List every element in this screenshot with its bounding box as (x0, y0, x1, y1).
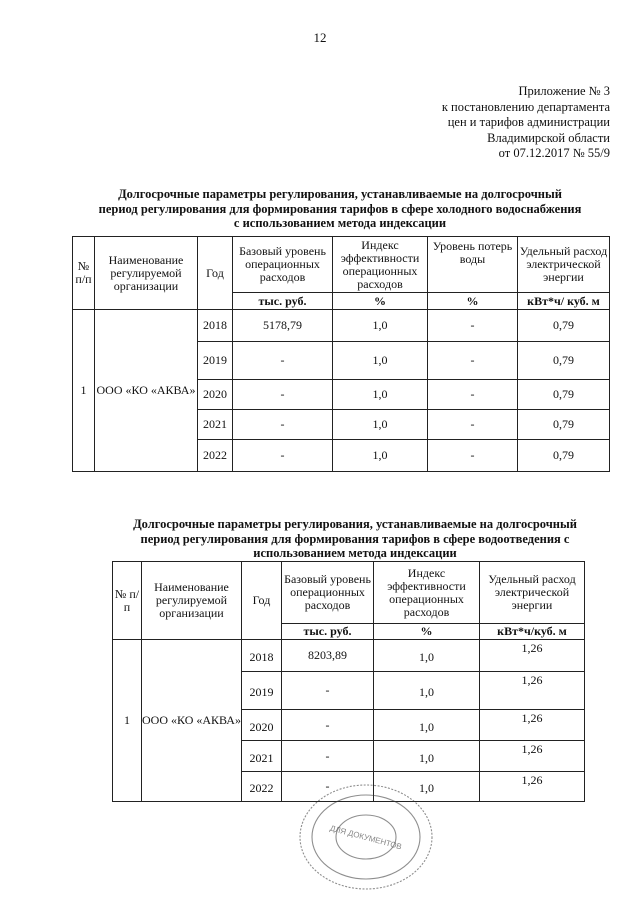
energy-cell: 0,79 (518, 380, 610, 410)
energy-cell: 0,79 (518, 440, 610, 472)
header-num: № п/п (113, 562, 142, 640)
title-line: с использованием метода индексации (233, 216, 447, 230)
unit-base: тыс. руб. (233, 293, 333, 310)
base-cell: - (282, 710, 374, 741)
table-row (73, 310, 610, 342)
header-organization: Наименование регулируемой организации (142, 562, 242, 640)
year-cell: 2019 (242, 672, 282, 710)
energy-cell: 1,26 (480, 741, 585, 772)
title-line: использованием метода индексации (253, 546, 457, 560)
section-2-title (100, 517, 610, 561)
wastewater-table (112, 561, 585, 802)
year-cell: 2020 (242, 710, 282, 741)
header-water-loss: Уровень потерь воды (428, 237, 518, 293)
unit-base: тыс. руб. (282, 624, 374, 640)
index-cell: 1,0 (374, 672, 480, 710)
index-cell: 1,0 (374, 710, 480, 741)
base-cell: 5178,79 (233, 310, 333, 342)
year-cell: 2018 (198, 310, 233, 342)
header-year: Год (242, 562, 282, 640)
energy-cell: 1,26 (480, 772, 585, 802)
base-cell: - (233, 410, 333, 440)
energy-cell: 1,26 (480, 640, 585, 672)
row-number: 1 (73, 310, 95, 472)
organization-name: ООО «КО «АКВА» (95, 310, 198, 472)
index-cell: 1,0 (333, 310, 428, 342)
title-line: период регулирования для формирования тарифов в сфере холодного водоснабжения (98, 201, 582, 216)
header-energy: Удельный расход электрической энергии (518, 237, 610, 293)
header-efficiency-index: Индекс эффективности операционных расходов (333, 237, 428, 293)
appendix-line: к постановлению департамента (441, 99, 610, 114)
index-cell: 1,0 (374, 772, 480, 802)
unit-index: % (374, 624, 480, 640)
header-num: № п/п (73, 237, 95, 310)
index-cell: 1,0 (333, 410, 428, 440)
energy-cell: 0,79 (518, 342, 610, 380)
base-cell: - (233, 342, 333, 380)
title-line: период регулирования для формирования тарифов в сфере водоотведения с (140, 531, 570, 546)
row-number: 1 (113, 640, 142, 802)
loss-cell: - (428, 380, 518, 410)
year-cell: 2021 (242, 741, 282, 772)
official-stamp (296, 782, 436, 892)
loss-cell: - (428, 410, 518, 440)
unit-loss: % (428, 293, 518, 310)
index-cell: 1,0 (333, 440, 428, 472)
stamp-center-text: ДЛЯ ДОКУМЕНТОВ (328, 823, 403, 852)
water-supply-table (72, 236, 610, 472)
organization-name: ООО «КО «АКВА» (142, 640, 242, 802)
loss-cell: - (428, 342, 518, 380)
appendix-line: Приложение № 3 (518, 84, 610, 98)
header-base-level: Базовый уровень операционных расходов (233, 237, 333, 293)
appendix-line: цен и тарифов администрации (447, 115, 610, 129)
year-cell: 2018 (242, 640, 282, 672)
unit-index: % (333, 293, 428, 310)
base-cell: - (233, 380, 333, 410)
index-cell: 1,0 (333, 380, 428, 410)
unit-energy: кВт*ч/ куб. м (518, 293, 610, 310)
header-year: Год (198, 237, 233, 310)
index-cell: 1,0 (333, 342, 428, 380)
header-base-level: Базовый уровень операционных расходов (282, 562, 374, 624)
page-number: 12 (313, 30, 327, 45)
appendix-block (442, 84, 610, 162)
title-line: Долгосрочные параметры регулирования, устанавливаемые на долгосрочный (118, 187, 562, 201)
year-cell: 2020 (198, 380, 233, 410)
loss-cell: - (428, 310, 518, 342)
energy-cell: 1,26 (480, 710, 585, 741)
base-cell: - (233, 440, 333, 472)
header-efficiency-index: Индекс эффективности операционных расходов (374, 562, 480, 624)
base-cell: - (282, 741, 374, 772)
year-cell: 2019 (198, 342, 233, 380)
section-1-title (70, 187, 610, 231)
loss-cell: - (428, 440, 518, 472)
energy-cell: 0,79 (518, 310, 610, 342)
appendix-line: от 07.12.2017 № 55/9 (498, 146, 610, 160)
base-cell: - (282, 672, 374, 710)
energy-cell: 1,26 (480, 672, 585, 710)
unit-energy: кВт*ч/куб. м (480, 624, 585, 640)
table-row (113, 640, 585, 672)
index-cell: 1,0 (374, 640, 480, 672)
base-cell: 8203,89 (282, 640, 374, 672)
header-energy: Удельный расход электрической энергии (480, 562, 585, 624)
energy-cell: 0,79 (518, 410, 610, 440)
header-organization: Наименование регулируемой организации (95, 237, 198, 310)
year-cell: 2021 (198, 410, 233, 440)
title-line: Долгосрочные параметры регулирования, устанавливаемые на долгосрочный (133, 517, 577, 531)
appendix-line: Владимирской области (487, 130, 610, 145)
year-cell: 2022 (242, 772, 282, 802)
base-cell: - (282, 772, 374, 802)
year-cell: 2022 (198, 440, 233, 472)
index-cell: 1,0 (374, 741, 480, 772)
